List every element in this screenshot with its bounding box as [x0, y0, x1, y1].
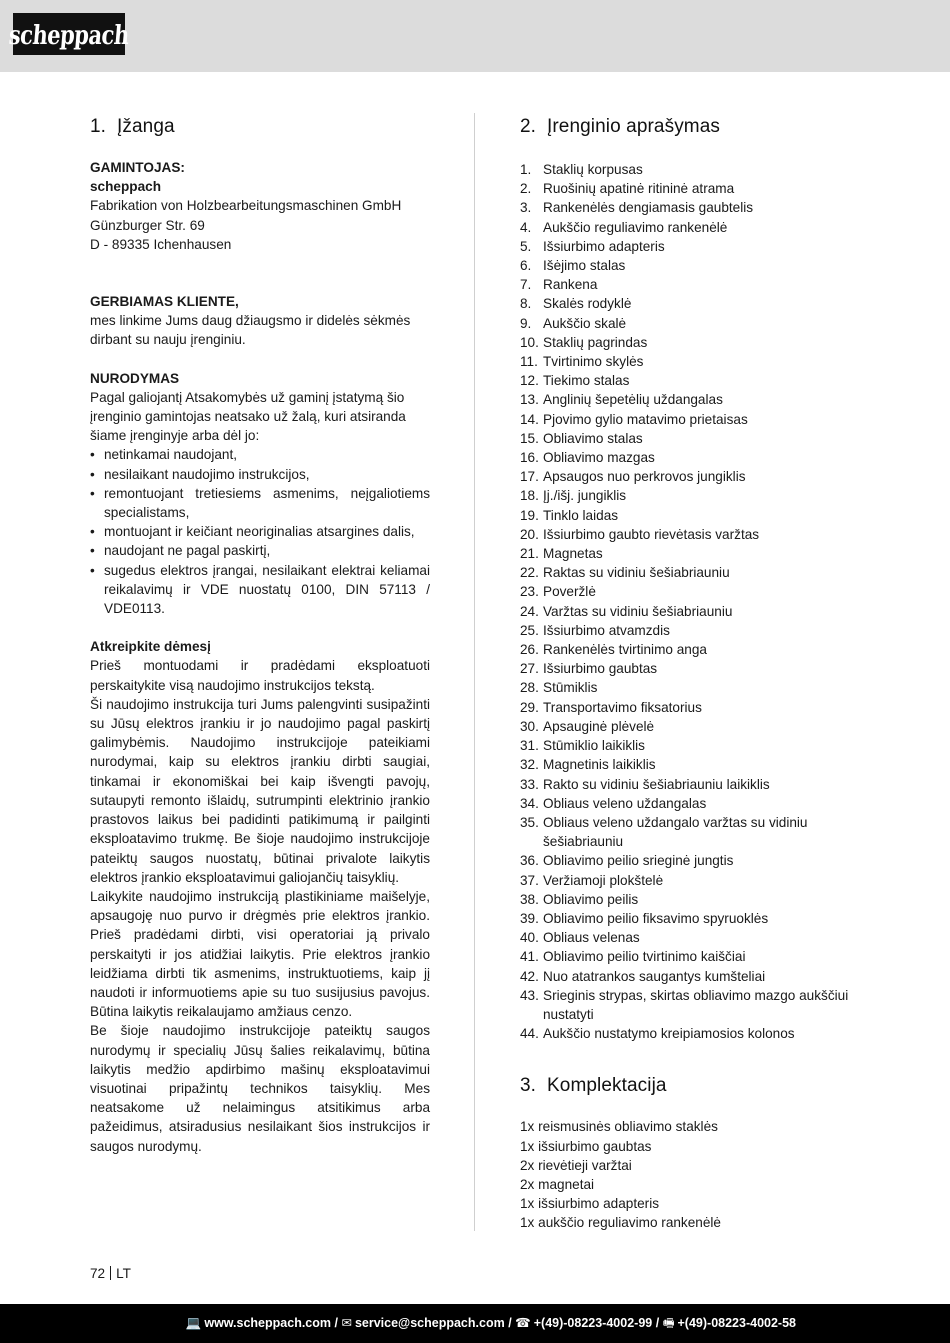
part-number: 44.: [520, 1026, 539, 1042]
list-item: [520, 256, 860, 275]
list-item: [520, 871, 860, 890]
logo-text: scheppach: [7, 18, 131, 50]
list-item: [520, 640, 860, 659]
part-name: Pjovimo gylio matavimo prietaisas: [543, 411, 748, 427]
list-item: [520, 544, 860, 563]
part-number: 12.: [520, 373, 539, 389]
list-item: [520, 448, 860, 467]
attention-paragraph: Prieš montuodami ir pradėdami eksploatuoti perskaitykite visą naudojimo instrukcijos tekstą.: [90, 658, 430, 693]
list-item: [520, 698, 860, 717]
envelope-icon: ✉: [341, 1316, 352, 1330]
part-name: Tvirtinimo skylės: [543, 354, 644, 370]
part-number: 39.: [520, 910, 539, 926]
part-number: 42.: [520, 968, 539, 984]
list-item: [520, 371, 860, 390]
list-item: [520, 314, 860, 333]
part-name: Stūmiklis: [543, 680, 598, 696]
attention-paragraph: Be šioje naudojimo instrukcijoje pateiktų saugos nurodymų ir specialių Jūsų šalies reikalavimų, būtina laikytis medžio apdirbimo mašinų eksploatavimui visuotinai pripažintų technikos taisyklių. Mes neatsakome už nelaimingus atsitikimus arba pažeidimus, atsiradusius nesilaikant šios instrukcijos ir saugos nurodymų.: [90, 1023, 430, 1154]
telephone-icon: ☎: [515, 1316, 531, 1330]
part-name: Obliaus velenas: [543, 930, 640, 946]
note-bullet-list: [90, 445, 430, 618]
part-number: 26.: [520, 642, 539, 658]
list-item: [520, 775, 860, 794]
list-item: [520, 563, 860, 582]
list-item: [520, 429, 860, 448]
attention-heading: Atkreipkite dėmesį: [90, 639, 211, 655]
list-item: [520, 352, 860, 371]
part-number: 24.: [520, 603, 539, 619]
part-name: Aukščio nustatymo kreipiamosios kolonos: [543, 1026, 795, 1042]
customer-heading: GERBIAMAS KLIENTE,: [90, 294, 239, 310]
part-name: Rankenėlės tvirtinimo anga: [543, 642, 707, 658]
list-item: [520, 813, 860, 851]
list-item: [520, 390, 860, 409]
list-item: [520, 275, 860, 294]
list-item: 2x magnetai: [520, 1176, 595, 1192]
footer-separator: /: [508, 1316, 512, 1330]
part-number: 17.: [520, 469, 539, 485]
part-number: 28.: [520, 680, 539, 696]
list-item: [520, 755, 860, 774]
part-number: 11.: [520, 354, 538, 370]
page-number-value: 72: [90, 1266, 106, 1281]
part-name: Apsauginė plėvelė: [543, 718, 655, 734]
part-number: 10.: [520, 334, 539, 350]
part-number: 32.: [520, 757, 539, 773]
address-line: Günzburger Str. 69: [90, 217, 205, 233]
list-item: 1x išsiurbimo gaubtas: [520, 1138, 652, 1154]
footer-band: [0, 1304, 950, 1343]
list-item: [520, 410, 860, 429]
manufacturer-name: scheppach: [90, 179, 162, 195]
part-name: Apsaugos nuo perkrovos jungiklis: [543, 469, 746, 485]
list-item: [520, 794, 860, 813]
part-number: 19.: [520, 507, 539, 523]
attention-paragraph: Laikykite naudojimo instrukciją plastikiniame maišelyje, apsaugoję nuo purvo ir drėgmės prie elektros įrankio. Prieš pradėdami dirbti, visi operatoriai ją privalo perskaityti ir jos atidžiai laikytis. Prie elektros įrankio leidžiama dirbti tik asmenims, instruktuotiems, kaip jį naudoti ir informuotiems apie su tuo susijusius pavojus. Būtina laikytis reikalaujamo amžiaus cenzo.: [90, 888, 430, 1020]
part-name: Obliavimo stalas: [543, 430, 643, 446]
list-item: [520, 986, 860, 1024]
list-item: [520, 736, 860, 755]
list-item: [520, 237, 860, 256]
footer-separator: /: [334, 1316, 338, 1330]
part-name: Staklių korpusas: [543, 162, 643, 177]
part-number: 5.: [520, 238, 532, 254]
computer-icon: 💻: [185, 1316, 202, 1330]
part-number: 25.: [520, 622, 539, 638]
part-name: Poveržlė: [543, 584, 596, 600]
part-number: 34.: [520, 795, 539, 811]
part-number: 7.: [520, 277, 532, 293]
list-item: [520, 909, 860, 928]
list-item: [520, 659, 860, 678]
page-language: LT: [116, 1266, 131, 1281]
attention-paragraph: Ši naudojimo instrukcija turi Jums palengvinti susipažinti su Jūsų elektros įrankiu ir jo naudojimo pagal paskirtį galimybėmis. Naudojimo instrukcijoje pateikiami nurodymai, kaip su elektros įrankiu dirbti saugiai, tinkamai ir ekonomiškai bei kaip išvengti pavojų, sutaupyti remonto išlaidų, sutrumpinti elektrinio įrankio prastovos laikus bei padidinti patikimumą ir pailginti eksploatavimo trukmę. Be šioje naudojimo instrukcijoje pateiktų saugos nuostatų, būtinai privalote laikytis elektros įrankio eksploatavimui galiojančių taisyklių.: [90, 696, 430, 885]
list-item: • sugedus elektros įrangai, nesilaikant elektrai keliamai reikalavimų ir VDE nuostatų 0100, DIN 57113 / VDE0113.: [90, 561, 430, 619]
part-name: Įj./išj. jungiklis: [543, 488, 627, 504]
part-number: 22.: [520, 565, 539, 581]
part-name: Tinklo laidas: [543, 507, 619, 523]
part-name: Skalės rodyklė: [543, 296, 632, 312]
list-item: [520, 678, 860, 697]
list-item: [520, 717, 860, 736]
part-name: Rakto su vidiniu šešiabriauniu laikiklis: [543, 776, 770, 792]
part-name: Raktas su vidiniu šešiabriauniu: [543, 565, 730, 581]
column-divider: [474, 113, 475, 1231]
list-item: [520, 467, 860, 486]
part-number: 27.: [520, 661, 539, 677]
part-name: Obliavimo peilio fiksavimo spyruoklės: [543, 910, 769, 926]
part-number: 4.: [520, 219, 532, 235]
manufacturer-label: GAMINTOJAS:: [90, 160, 185, 175]
part-name: Staklių pagrindas: [543, 334, 648, 350]
part-name: Išsiurbimo atvamzdis: [543, 622, 670, 638]
part-name: Stūmiklio laikiklis: [543, 738, 645, 754]
part-number: 33.: [520, 776, 539, 792]
part-name: Varžtas su vidiniu šešiabriauniu: [543, 603, 733, 619]
part-name: Ruošinių apatinė ritininė atrama: [543, 181, 735, 197]
part-number: 40.: [520, 930, 539, 946]
part-number: 21.: [520, 546, 539, 562]
note-text: Pagal galiojantį Atsakomybės už gaminį įstatymą šio įrenginio gamintojas neatsako už žalą, kuri atsiranda šiame įrenginyje arba dėl jo:: [90, 389, 406, 444]
left-column: [90, 116, 430, 1156]
part-name: Išsiurbimo gaubtas: [543, 661, 658, 677]
list-item: [520, 967, 860, 986]
part-number: 30.: [520, 718, 539, 734]
part-name: Anglinių šepetėlių uždangalas: [543, 392, 723, 408]
part-name: Obliavimo peilis: [543, 891, 639, 907]
list-item: 2x rievėtieji varžtai: [520, 1157, 632, 1173]
footer-website-link[interactable]: www.scheppach.com: [204, 1316, 331, 1330]
list-item: [520, 179, 860, 198]
part-name: Išsiurbimo gaubto rievėtasis varžtas: [543, 526, 760, 542]
list-item: 1x reismusinės obliavimo staklės: [520, 1119, 718, 1135]
part-number: 37.: [520, 872, 539, 888]
header-band: [0, 0, 950, 72]
list-item: [520, 928, 860, 947]
list-item: • naudojant ne pagal paskirtį,: [90, 541, 430, 560]
section-number: 1.: [90, 116, 107, 137]
list-item: [520, 218, 860, 237]
part-name: Obliaus veleno uždangalas: [543, 795, 707, 811]
list-item: • nesilaikant naudojimo instrukcijos,: [90, 465, 430, 484]
list-item: [520, 198, 860, 217]
list-item: • montuojant ir keičiant neoriginalias atsargines dalis,: [90, 522, 430, 541]
part-name: Magnetas: [543, 546, 603, 562]
part-name: Transportavimo fiksatorius: [543, 699, 702, 715]
list-item: [520, 486, 860, 505]
list-item: [520, 602, 860, 621]
right-column: [520, 116, 860, 1233]
part-name: Obliaus veleno uždangalo varžtas su vidiniu šešiabriauniu: [543, 814, 808, 850]
footer-separator: /: [655, 1316, 660, 1330]
part-number: 29.: [520, 699, 539, 715]
part-name: Obliavimo peilio srieginė jungtis: [543, 853, 734, 869]
part-name: Veržiamoji plokštelė: [543, 872, 664, 888]
part-name: Tiekimo stalas: [543, 373, 630, 389]
section-title-scope-of-delivery: [520, 1075, 860, 1097]
list-item: [520, 851, 860, 870]
part-number: 36.: [520, 853, 539, 869]
part-number: 23.: [520, 584, 539, 600]
list-item: [520, 294, 860, 313]
list-item: [520, 621, 860, 640]
part-name: Obliavimo peilio tvirtinimo kaiščiai: [543, 949, 746, 965]
part-number: 31.: [520, 738, 539, 754]
list-item: • netinkamai naudojant,: [90, 445, 430, 464]
scheppach-logo: [7, 13, 131, 55]
part-number: 3.: [520, 200, 532, 216]
part-number: 1.: [520, 162, 532, 177]
section-title-introduction: [90, 116, 430, 138]
section-title-device-description: [520, 116, 860, 138]
list-item: [520, 506, 860, 525]
parts-list: [520, 160, 860, 1043]
part-number: 8.: [520, 296, 532, 312]
part-number: 9.: [520, 315, 532, 331]
section-title-text: Įrenginio aprašymas: [547, 116, 720, 137]
section-title-text: Įžanga: [117, 116, 175, 137]
part-number: 6.: [520, 258, 532, 274]
part-number: 2.: [520, 181, 532, 197]
list-item: 1x aukščio reguliavimo rankenėlė: [520, 1215, 721, 1231]
list-item: [520, 582, 860, 601]
list-item: [520, 947, 860, 966]
list-item: [520, 890, 860, 909]
section-title-text: Komplektacija: [547, 1075, 667, 1097]
customer-line: mes linkime Jums daug džiaugsmo ir didelės sėkmės: [90, 313, 411, 329]
part-name: Išsiurbimo adapteris: [543, 238, 665, 254]
part-name: Rankena: [543, 277, 598, 293]
part-number: 15.: [520, 430, 539, 446]
part-number: 35.: [520, 814, 539, 830]
list-item: 1x išsiurbimo adapteris: [520, 1196, 660, 1212]
part-name: Aukščio skalė: [543, 315, 627, 331]
section-number: 3.: [520, 1075, 537, 1097]
section-number: 2.: [520, 116, 537, 137]
part-name: Rankenėlės dengiamasis gaubtelis: [543, 200, 754, 216]
part-name: Išėjimo stalas: [543, 258, 626, 274]
part-number: 18.: [520, 488, 539, 504]
address-line: Fabrikation von Holzbearbeitungsmaschinen GmbH: [90, 198, 402, 214]
note-heading: NURODYMAS: [90, 370, 180, 386]
part-number: 41.: [520, 949, 539, 965]
footer-fax: +(49)-08223-4002-58: [677, 1316, 796, 1330]
part-number: 13.: [520, 392, 539, 408]
part-name: Nuo atatrankos saugantys kumšteliai: [543, 968, 766, 984]
list-item: [520, 333, 860, 352]
footer-phone: +(49)-08223-4002-99: [533, 1316, 653, 1330]
part-number: 16.: [520, 450, 539, 466]
page-number: [90, 1264, 131, 1283]
address-line: D - 89335 Ichenhausen: [90, 236, 232, 252]
page-number-separator: [110, 1266, 111, 1280]
part-number: 43.: [520, 987, 539, 1003]
part-name: Aukščio reguliavimo rankenėlė: [543, 219, 728, 235]
part-number: 20.: [520, 526, 539, 542]
footer-contacts: [186, 1315, 796, 1332]
footer-email-link[interactable]: service@scheppach.com: [354, 1316, 505, 1330]
list-item: [520, 160, 860, 179]
customer-line: dirbant su nauju įrenginiu.: [90, 332, 246, 348]
delivery-list: [520, 1117, 860, 1232]
list-item: [520, 525, 860, 544]
part-name: Srieginis strypas, skirtas obliavimo mazgo aukščiui nustatyti: [543, 987, 849, 1022]
part-number: 38.: [520, 891, 539, 907]
part-number: 14.: [520, 411, 539, 427]
part-name: Obliavimo mazgas: [543, 450, 655, 466]
part-name: Magnetinis laikiklis: [543, 757, 656, 773]
list-item: • remontuojant tretiesiems asmenims, neįgaliotiems specialistams,: [90, 484, 430, 522]
fax-icon: 🖷: [662, 1316, 675, 1330]
list-item: [520, 1024, 860, 1043]
